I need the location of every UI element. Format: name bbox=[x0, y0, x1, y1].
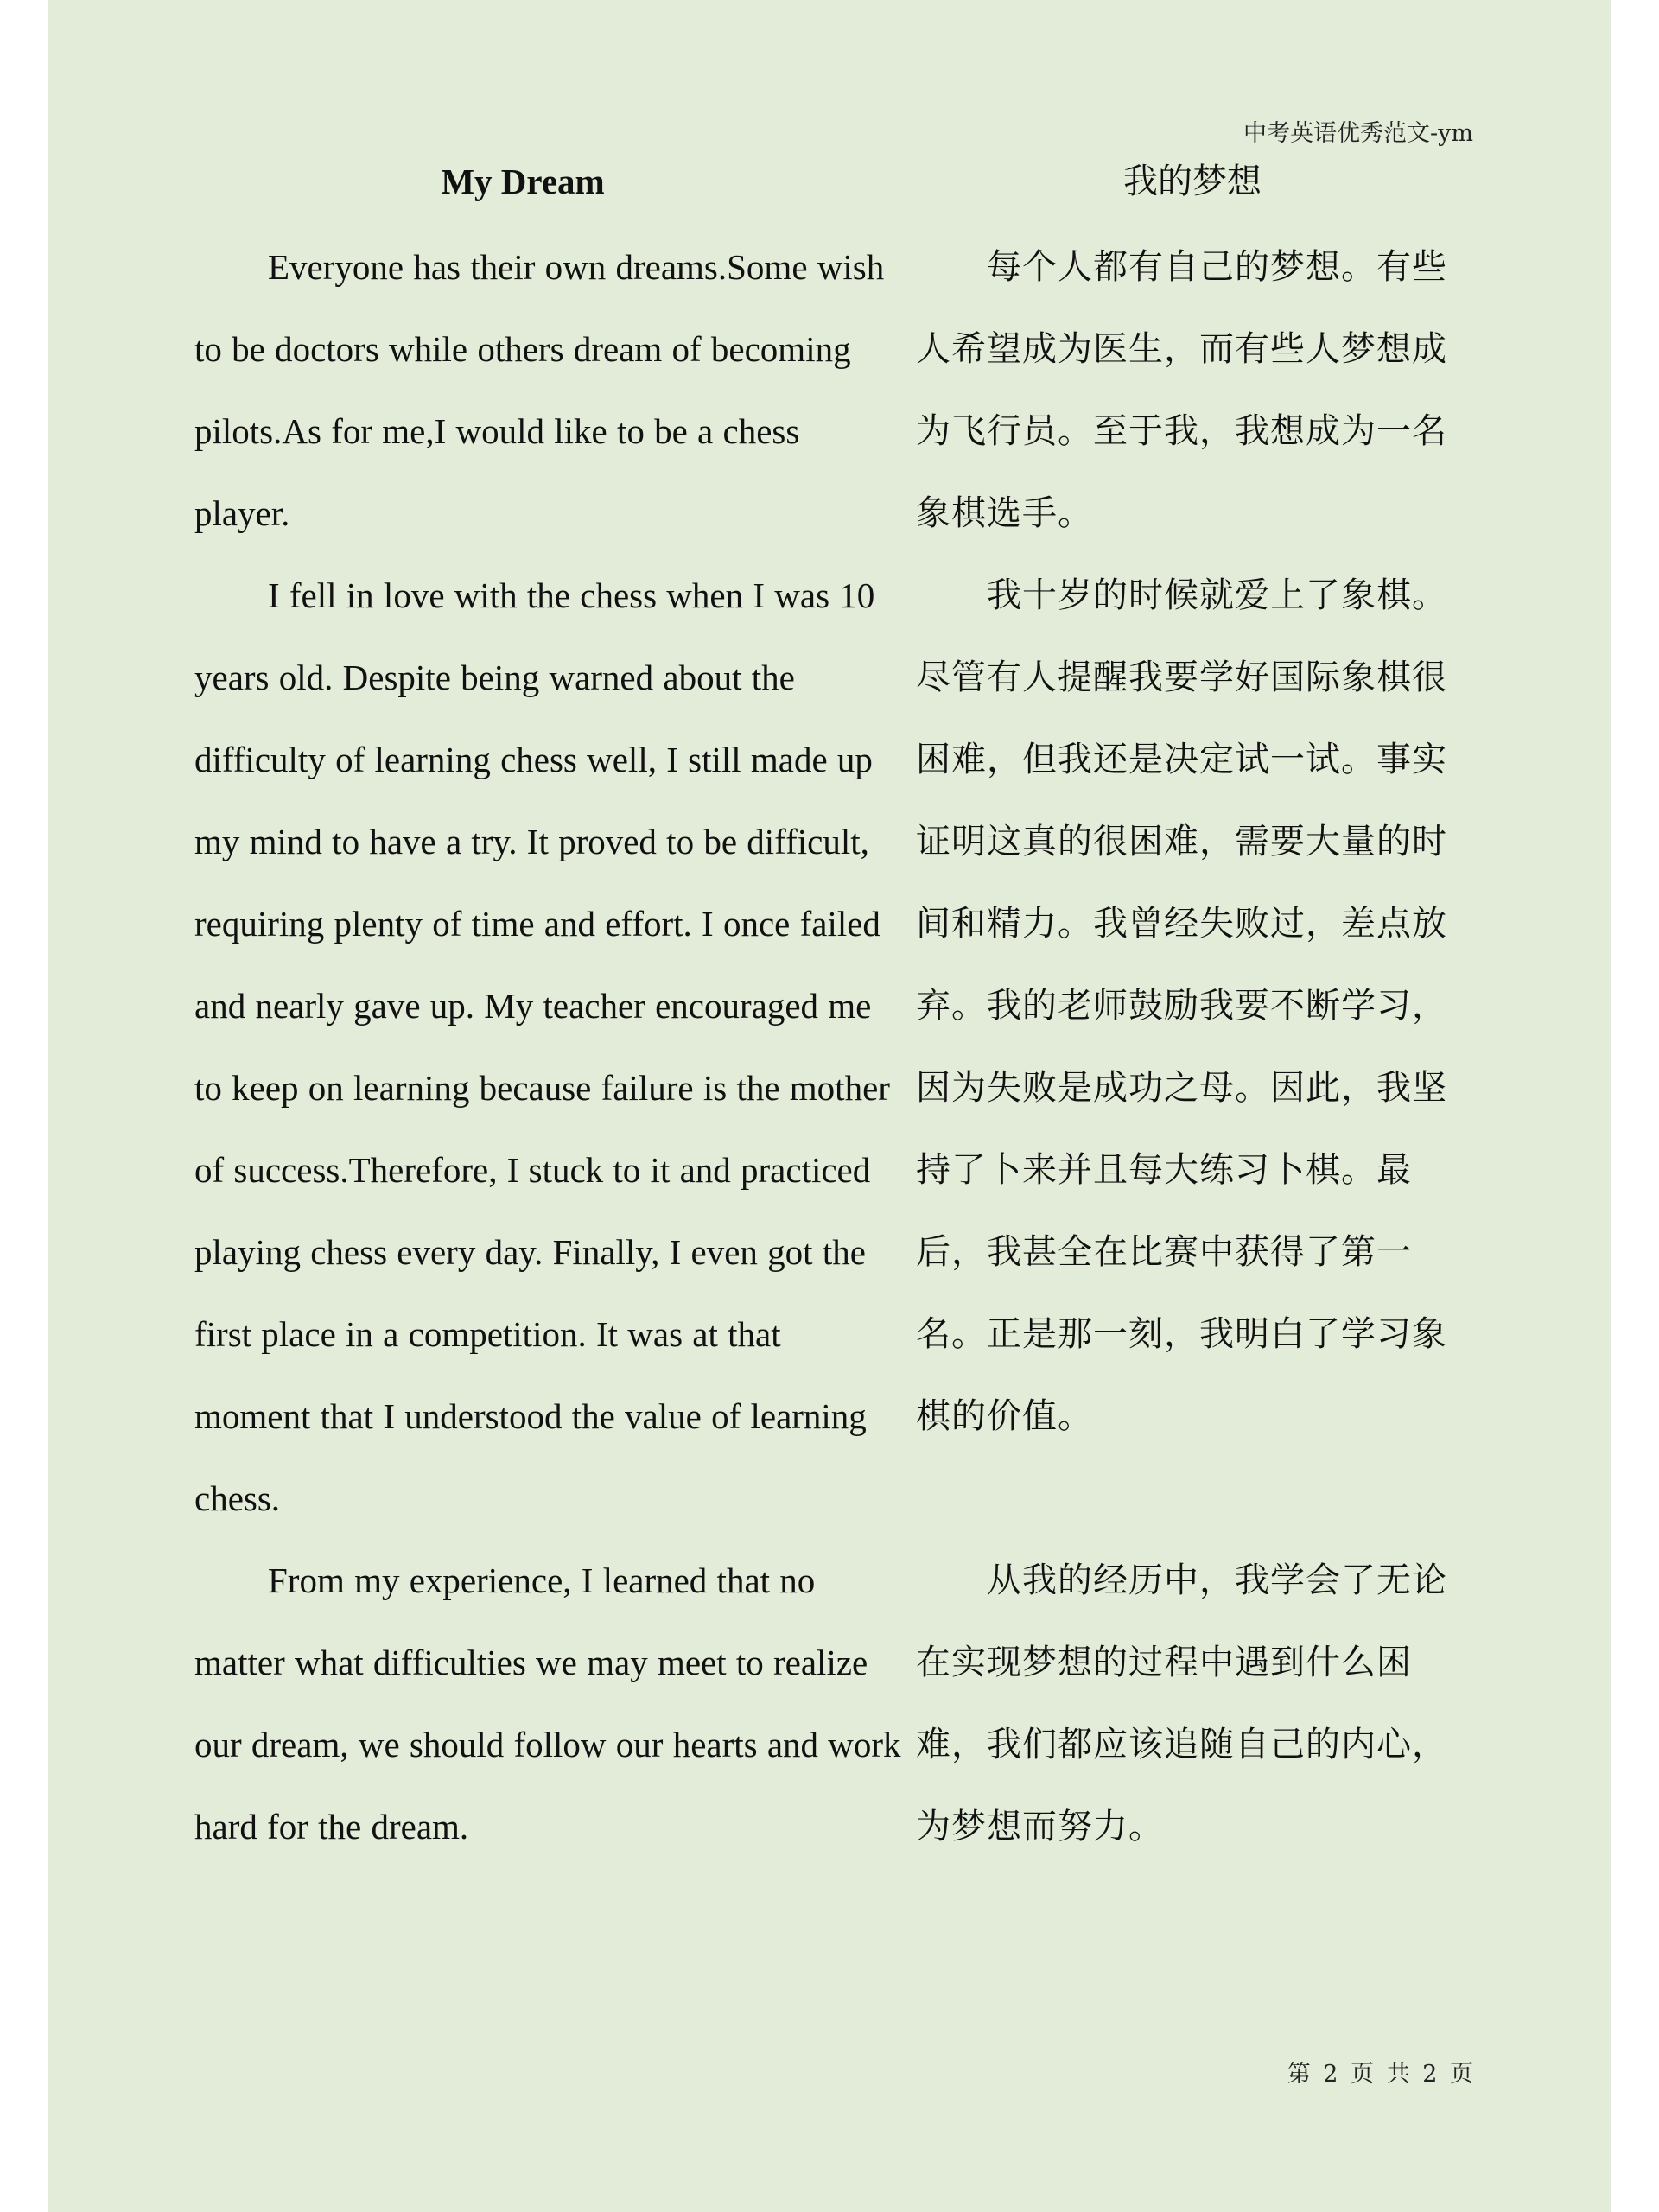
header-note: 中考英语优秀范文-ym bbox=[1243, 120, 1473, 147]
chinese-paragraph-1: 每个人都有自己的梦想。有些人希望成为医生，而有些人梦想成为飞行员。至于我，我想成为一名象棋选手。 bbox=[916, 247, 1447, 533]
chinese-column bbox=[916, 160, 1590, 1868]
chinese-title: 我的梦想 bbox=[1123, 162, 1262, 201]
page-number: 第 2 页 共 2 页 bbox=[1287, 2061, 1473, 2088]
chinese-paragraph-2: 我十岁的时候就爱上了象棋。尽管有人提醒我要学好国际象棋很困难，但我还是决定试一试。事实证明这真的很困难，需要大量的时间和精力。我曾经失败过，差点放弃。我的老师鼓励我要不断学习，因为失败是成功之母。因此，我坚持了卜来并且每大练习卜棋。最后，我甚全在比赛中获得了第一名。正是那一刻，我明白了学习象棋的价值。 bbox=[916, 575, 1447, 1436]
english-paragraph-2: I fell in love with the chess when I was 10 years old. Despite being warned about the difficulty of learning chess well, I still made up my mind to have a try. It proved to be difficult, requiring plenty of time and effort. I once failed and nearly gave up. My teacher encouraged me to keep on learning because failure is the mother of success.Therefore, I stuck to it and practiced playing chess every day. Finally, I even got the first place in a competition. It was at that moment that I understood the value of learning chess. bbox=[194, 575, 890, 1518]
english-column bbox=[194, 160, 912, 1868]
english-title: My Dream bbox=[441, 162, 605, 201]
english-paragraph-3: From my experience, I learned that no matter what difficulties we may meet to realize our dream, we should follow our hearts and work hard for the dream. bbox=[194, 1560, 901, 1847]
document-page bbox=[48, 0, 1611, 2212]
english-paragraph-1: Everyone has their own dreams.Some wish to be doctors while others dream of becoming pilots.As for me,I would like to be a chess player. bbox=[194, 247, 885, 533]
chinese-paragraph-3: 从我的经历中，我学会了无论在实现梦想的过程中遇到什么困难，我们都应该追随自己的内心，为梦想而努力。 bbox=[916, 1560, 1447, 1847]
